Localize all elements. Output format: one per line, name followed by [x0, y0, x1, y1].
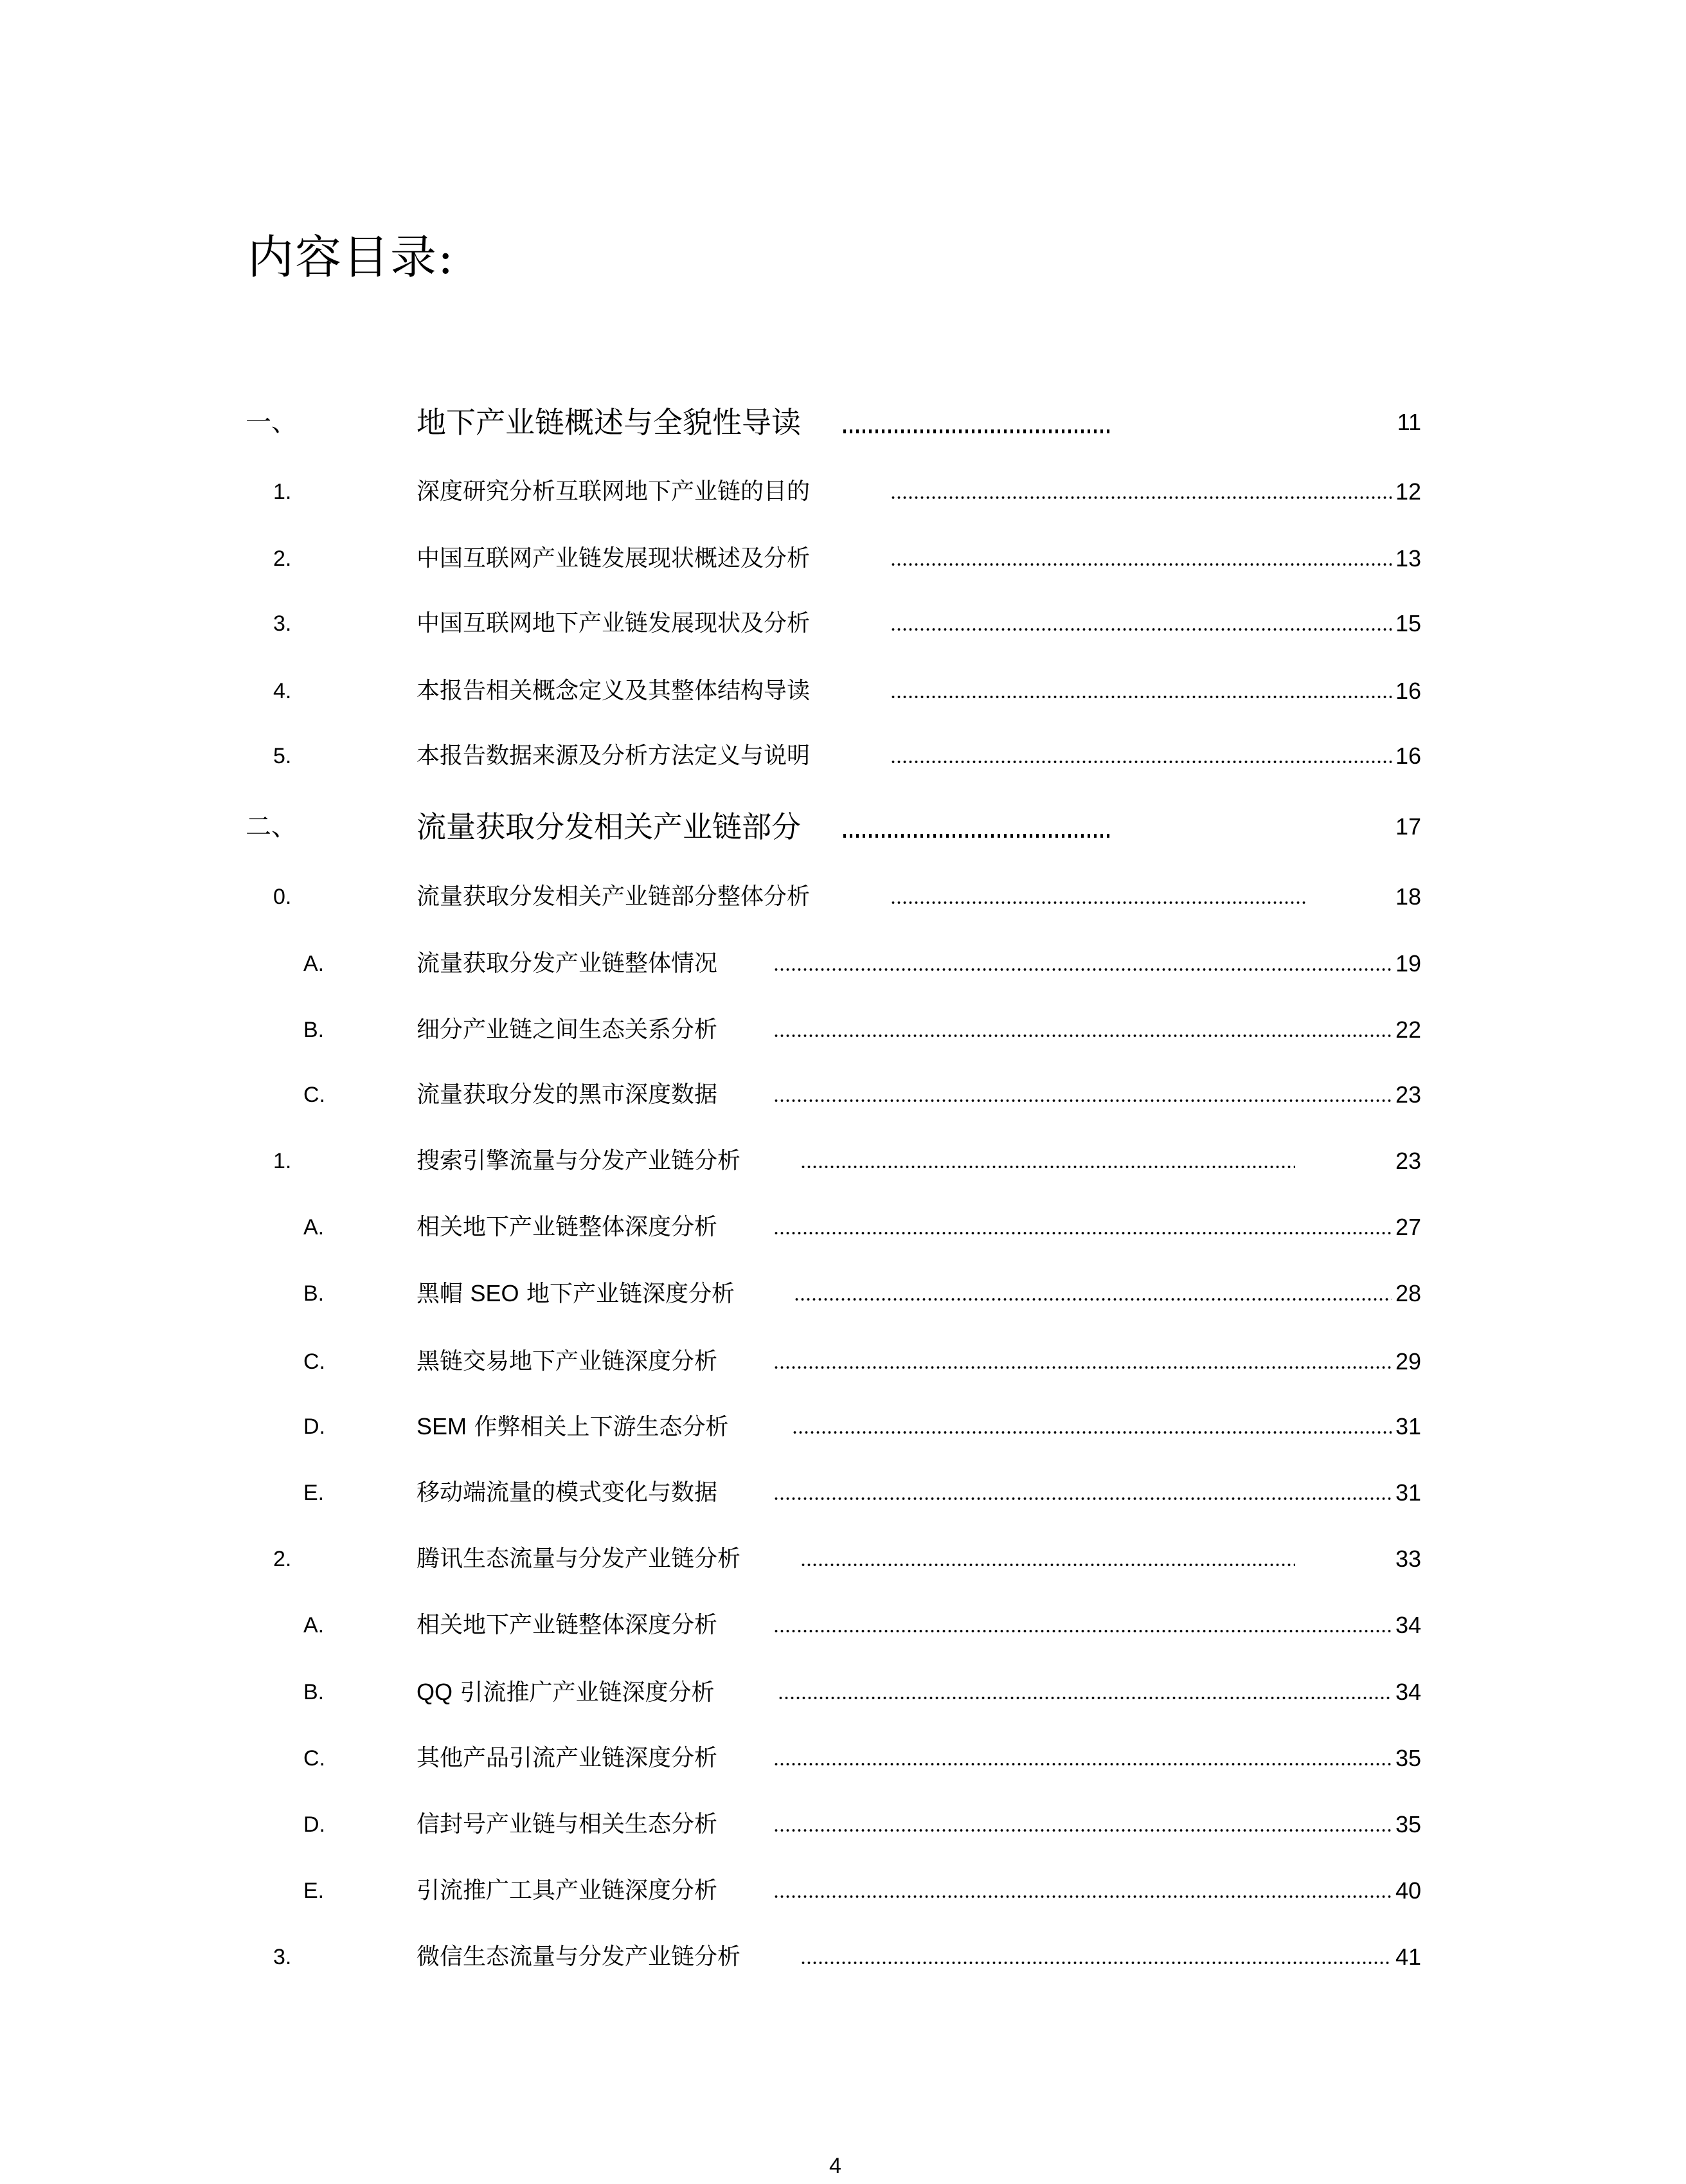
toc-label[interactable]: 相关地下产业链整体深度分析 — [417, 1612, 718, 1638]
toc-label[interactable]: 流量获取分发的黑市深度数据 — [417, 1081, 718, 1108]
toc-label[interactable]: 引流推广工具产业链深度分析 — [417, 1877, 718, 1904]
toc-page: 13 — [1395, 545, 1421, 572]
toc-entry[interactable] — [0, 1142, 1686, 1180]
toc-entry[interactable] — [0, 1407, 1686, 1446]
dot-leader — [800, 1961, 1392, 1965]
toc-entry[interactable] — [0, 1938, 1686, 1976]
toc-marker: 一、 — [246, 408, 297, 437]
dot-leader — [843, 429, 1113, 434]
dot-leader — [890, 627, 1392, 631]
toc-label[interactable]: 移动端流量的模式变化与数据 — [417, 1479, 718, 1506]
toc-page: 35 — [1395, 1811, 1421, 1837]
toc-page: 28 — [1395, 1280, 1421, 1306]
toc-page: 22 — [1395, 1016, 1421, 1043]
toc-title: 内容目录: — [247, 230, 455, 284]
toc-entry[interactable] — [0, 878, 1686, 916]
dot-leader — [773, 1762, 1392, 1766]
toc-entry[interactable] — [0, 1474, 1686, 1512]
toc-page: 17 — [1395, 813, 1421, 840]
dot-leader — [773, 1231, 1392, 1235]
toc-page: 12 — [1395, 478, 1421, 505]
toc-marker: B. — [303, 1281, 325, 1306]
toc-page: 29 — [1395, 1348, 1421, 1375]
toc-page: 34 — [1395, 1612, 1421, 1638]
toc-marker: 2. — [273, 1547, 292, 1571]
toc-label[interactable]: 流量获取分发相关产业链部分整体分析 — [417, 883, 811, 910]
dot-leader — [773, 1629, 1392, 1633]
toc-entry[interactable] — [0, 737, 1686, 775]
toc-label[interactable]: 微信生态流量与分发产业链分析 — [417, 1944, 741, 1970]
toc-page: 11 — [1397, 409, 1421, 435]
toc-label[interactable]: 腾讯生态流量与分发产业链分析 — [417, 1546, 741, 1572]
toc-page: 15 — [1395, 610, 1421, 636]
toc-page: 40 — [1395, 1877, 1421, 1904]
page-number: 4 — [829, 2154, 841, 2178]
toc-page: 18 — [1395, 883, 1421, 910]
dot-leader — [890, 760, 1392, 764]
dot-leader — [800, 1165, 1295, 1169]
toc-marker: 3. — [273, 611, 292, 636]
dot-leader — [773, 1828, 1392, 1832]
toc-label[interactable]: 相关地下产业链整体深度分析 — [417, 1214, 718, 1240]
dot-leader — [773, 1895, 1392, 1899]
toc-label[interactable]: 黑链交易地下产业链深度分析 — [417, 1348, 718, 1375]
toc-marker: 5. — [273, 744, 292, 768]
toc-entry[interactable] — [0, 944, 1686, 983]
toc-entry[interactable] — [0, 1606, 1686, 1645]
toc-label[interactable] — [417, 1407, 728, 1447]
dot-leader — [773, 968, 1392, 971]
toc-label[interactable]: 中国互联网地下产业链发展现状及分析 — [417, 610, 811, 636]
toc-marker: 3. — [273, 1945, 292, 1969]
toc-marker: C. — [303, 1746, 325, 1771]
toc-marker: 0. — [273, 885, 292, 909]
toc-label-suffix: 地下产业链深度分析 — [526, 1281, 735, 1307]
toc-entry[interactable] — [0, 1673, 1686, 1711]
toc-marker: A. — [303, 952, 325, 976]
toc-entry[interactable] — [0, 1011, 1686, 1049]
toc-marker: 1. — [273, 480, 292, 504]
toc-label[interactable]: 中国互联网产业链发展现状概述及分析 — [417, 545, 811, 572]
dot-leader — [773, 1034, 1392, 1038]
toc-marker: 二、 — [246, 812, 297, 842]
toc-label-suffix: 引流推广产业链深度分析 — [460, 1679, 715, 1706]
toc-label[interactable] — [417, 1274, 735, 1313]
toc-page: 34 — [1395, 1679, 1421, 1705]
toc-label[interactable]: 本报告数据来源及分析方法定义与说明 — [417, 743, 811, 769]
toc-marker: D. — [303, 1812, 325, 1837]
toc-page: 33 — [1395, 1546, 1421, 1572]
toc-label[interactable]: 流量获取分发相关产业链部分 — [417, 809, 801, 844]
dot-leader — [773, 1366, 1392, 1369]
toc-label[interactable]: 细分产业链之间生态关系分析 — [417, 1016, 718, 1043]
toc-marker: E. — [303, 1481, 325, 1505]
toc-page: 35 — [1395, 1745, 1421, 1771]
toc-marker: C. — [303, 1349, 325, 1374]
toc-marker: E. — [303, 1879, 325, 1903]
toc-label[interactable]: 本报告相关概念定义及其整体结构导读 — [417, 678, 811, 704]
toc-label-suffix: 作弊相关上下游生态分析 — [474, 1414, 729, 1440]
toc-page: 19 — [1395, 950, 1421, 977]
toc-label-latin: SEO — [470, 1280, 519, 1306]
toc-marker: 2. — [273, 546, 292, 571]
dot-leader — [773, 1497, 1392, 1501]
toc-label[interactable]: 深度研究分析互联网地下产业链的目的 — [417, 478, 811, 505]
dot-leader — [890, 695, 1392, 699]
toc-label[interactable]: 其他产品引流产业链深度分析 — [417, 1745, 718, 1771]
toc-marker: C. — [303, 1083, 325, 1107]
dot-leader — [778, 1696, 1392, 1700]
toc-marker: B. — [303, 1018, 325, 1042]
toc-page: 27 — [1395, 1214, 1421, 1240]
toc-label[interactable]: 搜索引擎流量与分发产业链分析 — [417, 1148, 741, 1174]
dot-leader — [792, 1430, 1392, 1434]
toc-marker: 4. — [273, 679, 292, 703]
toc-label[interactable]: 地下产业链概述与全貌性导读 — [417, 405, 801, 440]
toc-label-latin: SEM — [417, 1413, 467, 1439]
dot-leader — [794, 1297, 1392, 1301]
toc-entry[interactable] — [0, 1739, 1686, 1778]
toc-entry[interactable] — [0, 604, 1686, 643]
toc-marker: 1. — [273, 1149, 292, 1173]
toc-marker: A. — [303, 1215, 325, 1240]
toc-page: 23 — [1395, 1148, 1421, 1174]
toc-entry-section[interactable] — [0, 403, 1686, 442]
toc-entry[interactable] — [0, 1342, 1686, 1381]
toc-label-prefix: 黑帽 — [417, 1281, 463, 1307]
toc-page: 16 — [1395, 678, 1421, 704]
toc-entry[interactable] — [0, 1540, 1686, 1578]
toc-entry[interactable] — [0, 1872, 1686, 1910]
toc-entry[interactable] — [0, 1208, 1686, 1247]
toc-label-latin: QQ — [417, 1679, 453, 1705]
toc-label[interactable] — [417, 1673, 714, 1712]
dot-leader — [773, 1099, 1392, 1103]
dot-leader — [890, 496, 1392, 500]
toc-entry[interactable] — [0, 1805, 1686, 1844]
toc-entry[interactable] — [0, 672, 1686, 710]
dot-leader — [800, 1563, 1295, 1567]
toc-entry-section[interactable] — [0, 808, 1686, 846]
toc-page: 41 — [1395, 1944, 1421, 1970]
toc-label[interactable]: 流量获取分发产业链整体情况 — [417, 950, 718, 977]
toc-marker: A. — [303, 1613, 325, 1638]
toc-page: 31 — [1395, 1413, 1421, 1439]
toc-entry[interactable] — [0, 1076, 1686, 1114]
toc-label[interactable]: 信封号产业链与相关生态分析 — [417, 1811, 718, 1837]
toc-page: 16 — [1395, 743, 1421, 769]
toc-entry[interactable] — [0, 1274, 1686, 1313]
dot-leader — [890, 563, 1392, 566]
dot-leader — [843, 833, 1113, 838]
toc-marker: D. — [303, 1414, 325, 1439]
toc-entry[interactable] — [0, 473, 1686, 511]
toc-entry[interactable] — [0, 539, 1686, 578]
dot-leader — [890, 901, 1308, 905]
toc-marker: B. — [303, 1680, 325, 1704]
toc-page: 31 — [1395, 1479, 1421, 1506]
toc-page: 23 — [1395, 1081, 1421, 1108]
